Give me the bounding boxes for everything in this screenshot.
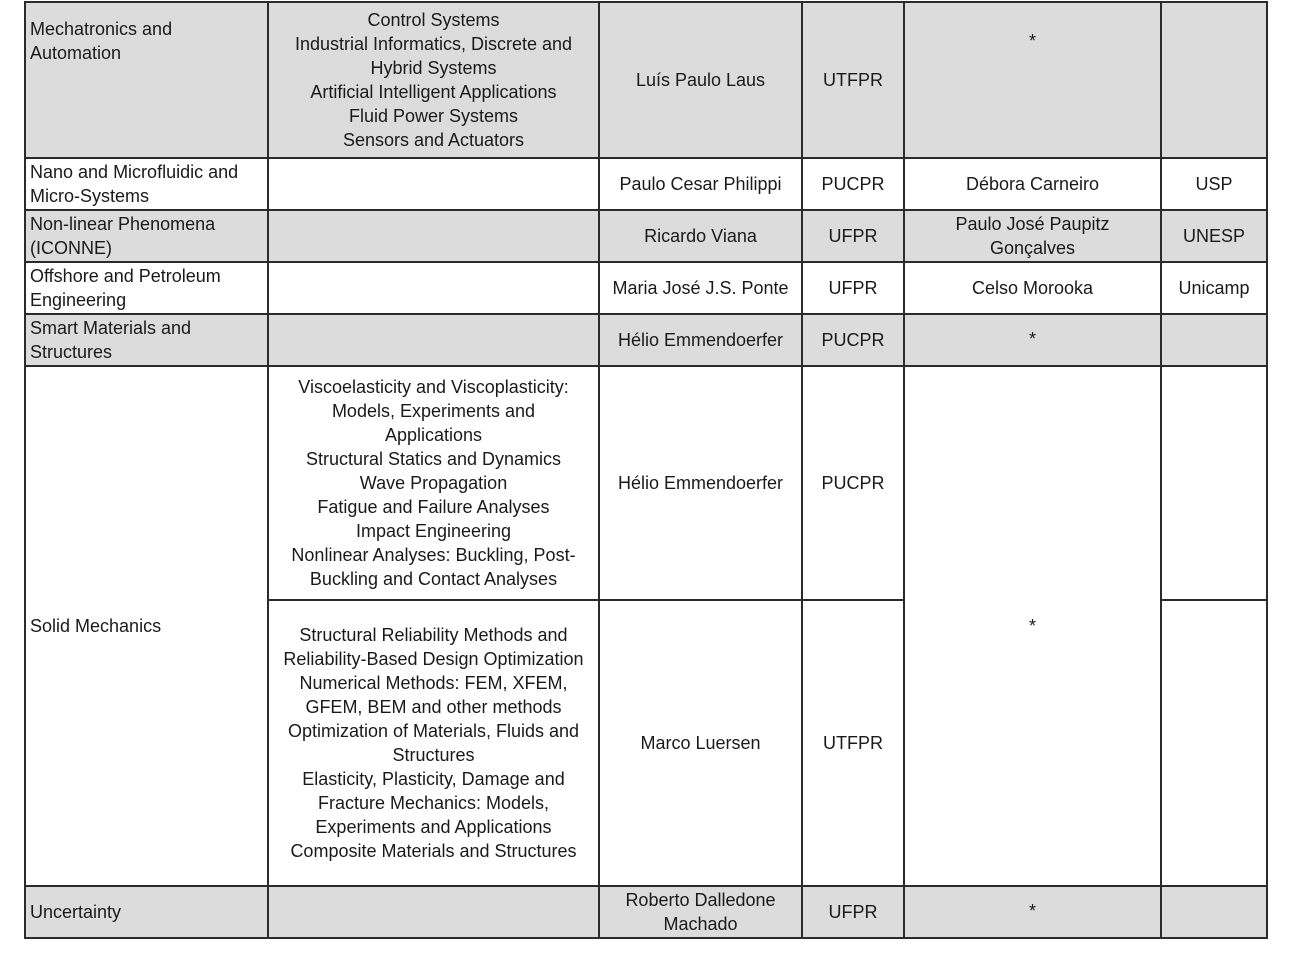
area-text: Solid Mechanics (30, 616, 162, 636)
area-text: Uncertainty (30, 902, 122, 922)
co-coordinator-text: Paulo José Paupitz (955, 214, 1110, 234)
institution-cell (802, 314, 904, 366)
co-coordinator-cell (904, 886, 1161, 938)
coordinator-text: Machado (663, 914, 738, 934)
topic-text: Nonlinear Analyses: Buckling, Post- (291, 545, 576, 565)
area-text: Non-linear Phenomena (30, 214, 216, 234)
area-text: Mechatronics and (30, 19, 173, 39)
co-coordinator-text: * (1028, 31, 1036, 51)
area-text: Smart Materials and (30, 318, 192, 338)
co-coordinator-text: * (1028, 901, 1036, 921)
topic-text: GFEM, BEM and other methods (305, 697, 562, 717)
table-row (25, 314, 1267, 366)
table-row (25, 158, 1267, 210)
co-institution-cell (1161, 2, 1267, 158)
table-row (25, 886, 1267, 938)
institution-cell (802, 210, 904, 262)
topics-cell (268, 158, 599, 210)
co-coordinator-text: * (1028, 329, 1036, 349)
topic-text: Elasticity, Plasticity, Damage and (302, 769, 565, 789)
co-institution-cell (1161, 886, 1267, 938)
topic-text: Structural Statics and Dynamics (305, 449, 562, 469)
institution-text: PUCPR (821, 174, 885, 194)
topics-cell (268, 366, 599, 600)
institution-text: UFPR (828, 902, 878, 922)
coordinator-text: Ricardo Viana (644, 226, 757, 246)
area-cell (25, 366, 268, 886)
topic-text: Buckling and Contact Analyses (309, 569, 558, 589)
topic-text: Reliability-Based Design Optimization (283, 649, 584, 669)
institution-cell (802, 262, 904, 314)
topic-text: Viscoelasticity and Viscoplasticity: (298, 377, 569, 397)
topic-text: Control Systems (367, 10, 500, 30)
co-coordinator-cell (904, 262, 1161, 314)
institution-text: UFPR (828, 226, 878, 246)
area-cell (25, 262, 268, 314)
co-coordinator-cell (904, 2, 1161, 158)
coordinator-cell (599, 2, 802, 158)
topic-text: Optimization of Materials, Fluids and (287, 721, 580, 741)
coordinator-cell (599, 210, 802, 262)
co-institution-cell (1161, 262, 1267, 314)
topic-text: Numerical Methods: FEM, XFEM, (299, 673, 568, 693)
co-institution-cell (1161, 210, 1267, 262)
topic-text: Applications (384, 425, 483, 445)
co-institution-cell (1161, 600, 1267, 886)
table-row (25, 210, 1267, 262)
coordinator-text: Luís Paulo Laus (635, 70, 766, 90)
committee-table (24, 1, 1268, 939)
area-cell (25, 158, 268, 210)
area-cell (25, 210, 268, 262)
coordinator-text: Marco Luersen (640, 733, 761, 753)
institution-cell (802, 158, 904, 210)
co-institution-text: Unicamp (1178, 278, 1250, 298)
co-institution-text: UNESP (1182, 226, 1245, 246)
topics-cell (268, 600, 599, 886)
institution-cell (802, 886, 904, 938)
co-coordinator-text: * (1028, 616, 1036, 636)
coordinator-cell (599, 158, 802, 210)
topic-text: Hybrid Systems (370, 58, 497, 78)
coordinator-cell (599, 314, 802, 366)
topic-text: Impact Engineering (355, 521, 512, 541)
coordinator-text: Maria José J.S. Ponte (612, 278, 789, 298)
topic-text: Experiments and Applications (315, 817, 552, 837)
area-cell (25, 314, 268, 366)
institution-text: PUCPR (821, 330, 885, 350)
topic-text: Composite Materials and Structures (290, 841, 577, 861)
coordinator-cell (599, 262, 802, 314)
topic-text: Structural Reliability Methods and (299, 625, 568, 645)
co-coordinator-cell (904, 366, 1161, 886)
topics-cell (268, 210, 599, 262)
institution-cell (802, 366, 904, 600)
institution-cell (802, 600, 904, 886)
coordinator-cell (599, 886, 802, 938)
area-text: Automation (30, 43, 122, 63)
co-institution-cell (1161, 314, 1267, 366)
institution-text: UTFPR (823, 70, 883, 90)
topic-text: Fracture Mechanics: Models, (317, 793, 550, 813)
topic-text: Models, Experiments and (331, 401, 536, 421)
topic-text: Fluid Power Systems (348, 106, 519, 126)
topic-text: Wave Propagation (359, 473, 508, 493)
institution-cell (802, 2, 904, 158)
area-cell (25, 2, 268, 158)
topics-cell (268, 262, 599, 314)
area-text: (ICONNE) (30, 238, 112, 258)
co-coordinator-cell (904, 158, 1161, 210)
topics-cell (268, 314, 599, 366)
institution-text: PUCPR (821, 473, 885, 493)
institution-text: UTFPR (823, 733, 883, 753)
coordinator-text: Hélio Emmendoerfer (617, 330, 784, 350)
topic-text: Structures (392, 745, 475, 765)
area-text: Engineering (30, 290, 127, 310)
co-coordinator-text: Débora Carneiro (965, 174, 1100, 194)
topic-text: Sensors and Actuators (342, 130, 525, 150)
co-institution-text: USP (1195, 174, 1233, 194)
coordinator-cell (599, 366, 802, 600)
institution-text: UFPR (828, 278, 878, 298)
area-text: Nano and Microfluidic and (30, 162, 239, 182)
co-institution-cell (1161, 158, 1267, 210)
co-coordinator-cell (904, 314, 1161, 366)
table-row (25, 262, 1267, 314)
topics-cell (268, 2, 599, 158)
table-row (25, 366, 1267, 600)
topic-text: Fatigue and Failure Analyses (317, 497, 550, 517)
table-row (25, 2, 1267, 158)
co-coordinator-text: Celso Morooka (971, 278, 1094, 298)
coordinator-text: Paulo Cesar Philippi (619, 174, 782, 194)
coordinator-text: Hélio Emmendoerfer (617, 473, 784, 493)
area-text: Micro-Systems (30, 186, 150, 206)
area-text: Offshore and Petroleum (30, 266, 221, 286)
co-institution-cell (1161, 366, 1267, 600)
area-cell (25, 886, 268, 938)
co-coordinator-cell (904, 210, 1161, 262)
area-text: Structures (30, 342, 113, 362)
topics-cell (268, 886, 599, 938)
topic-text: Artificial Intelligent Applications (310, 82, 557, 102)
topic-text: Industrial Informatics, Discrete and (294, 34, 573, 54)
coordinator-text: Roberto Dalledone (625, 890, 776, 910)
coordinator-cell (599, 600, 802, 886)
co-coordinator-text: Gonçalves (989, 238, 1076, 258)
